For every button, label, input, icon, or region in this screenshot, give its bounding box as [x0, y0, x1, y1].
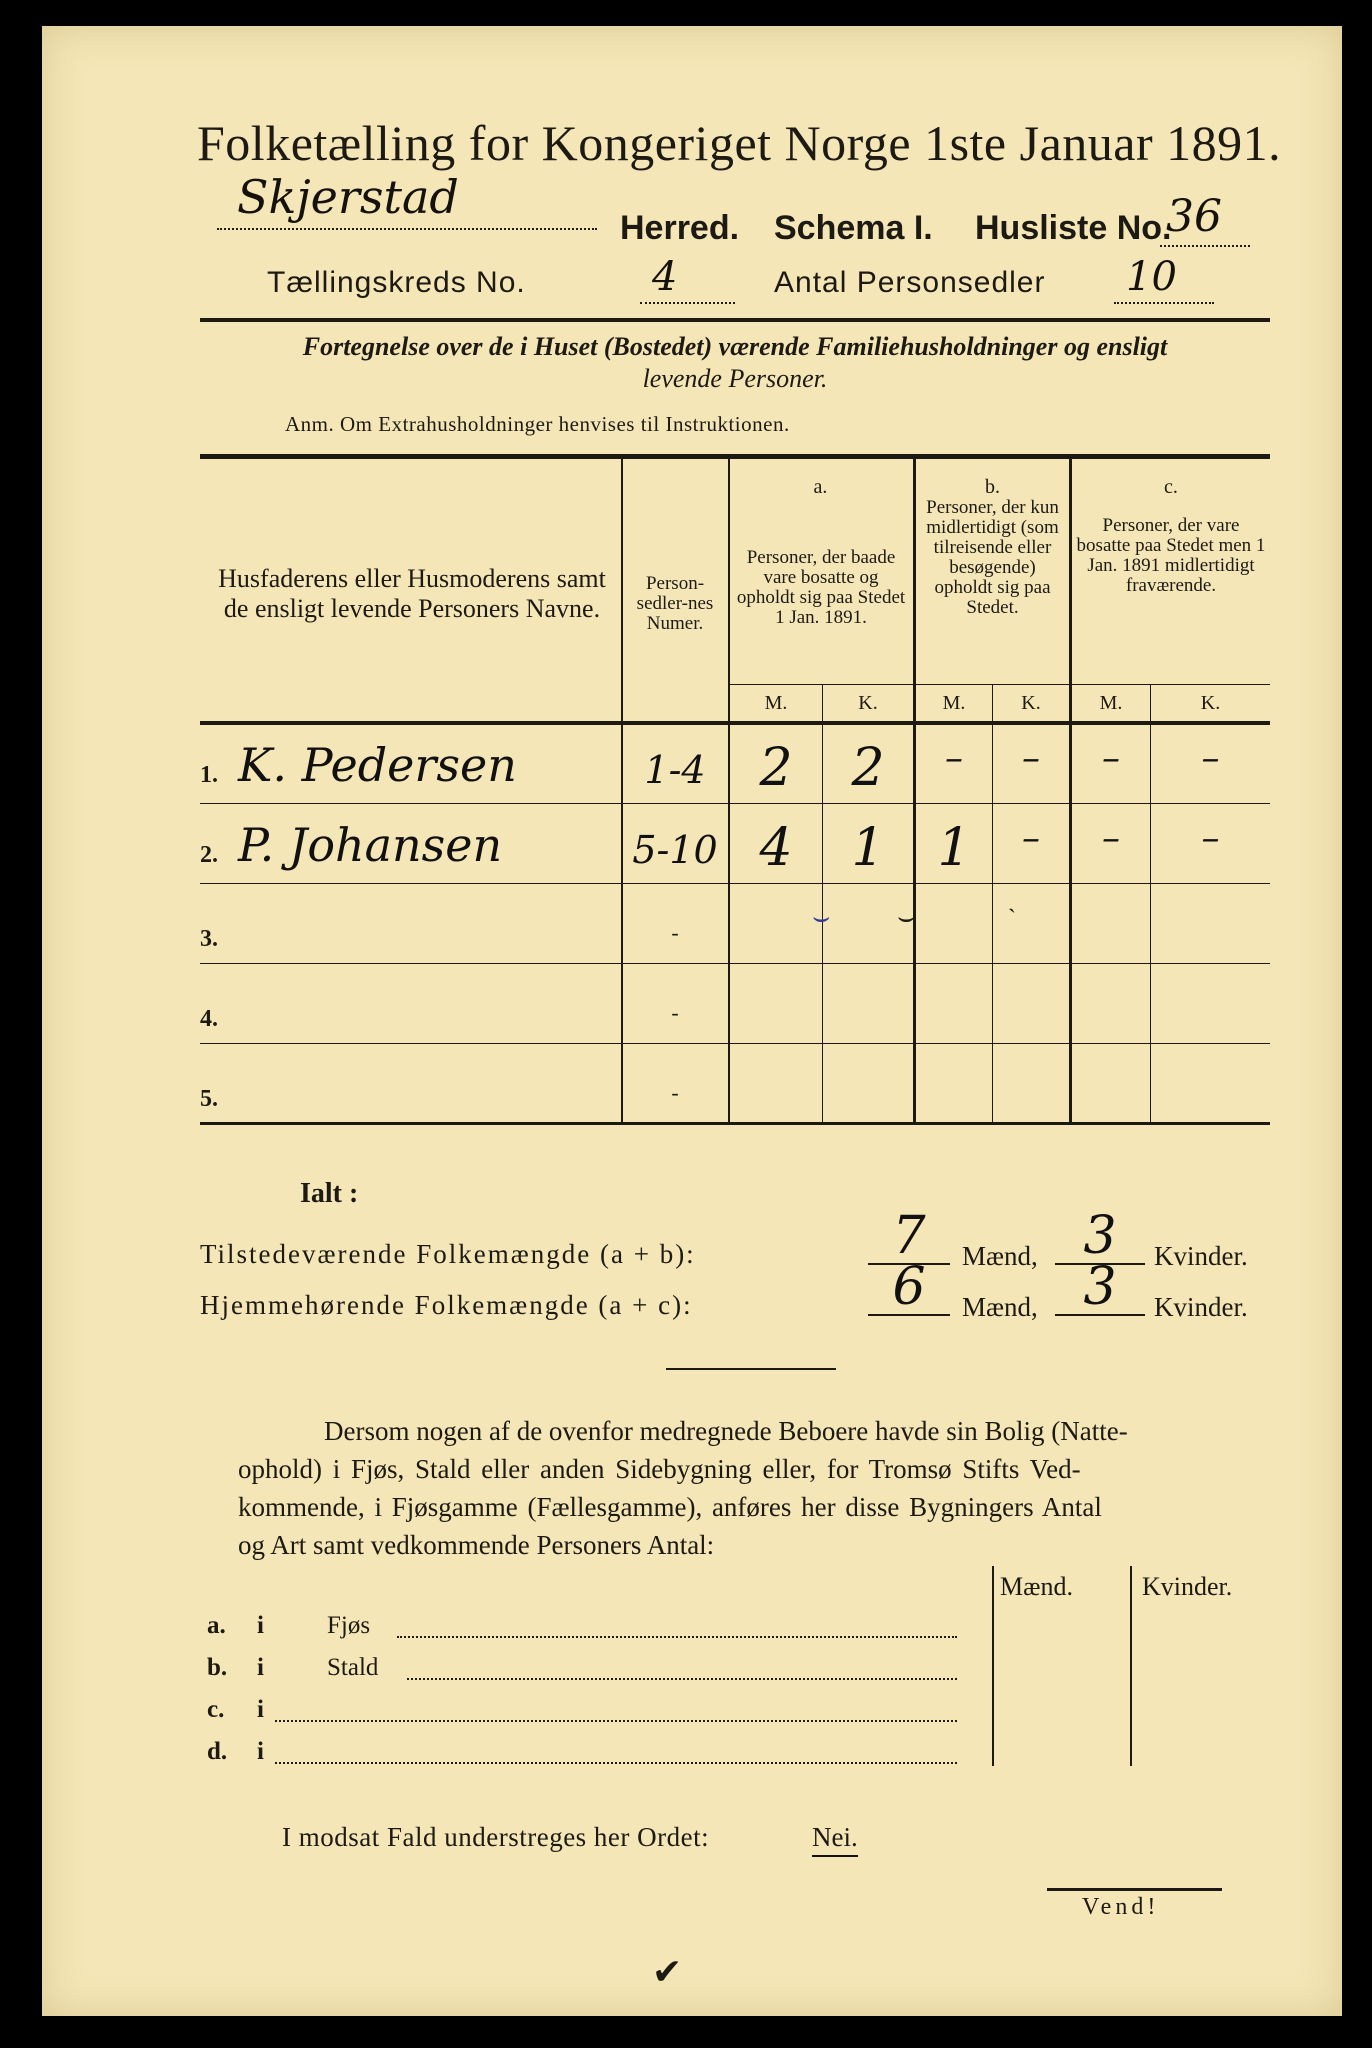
outbuildings-para-4: og Art samt vedkommende Personers Antal:: [238, 1530, 715, 1560]
row-c-letter: c.: [207, 1696, 225, 1723]
ialt-label: Ialt :: [300, 1178, 359, 1209]
outbuilding-row-a: [207, 1612, 987, 1646]
schema-label: Schema I.: [774, 209, 933, 247]
row-5-numer: -: [671, 1080, 679, 1105]
row-d-prep: i: [257, 1738, 264, 1765]
col-a-letter: a.: [813, 476, 828, 498]
row-c-dots: [275, 1714, 957, 1722]
table-header-rule: [200, 721, 1270, 725]
husliste-label: Husliste No.: [975, 209, 1172, 247]
outbuildings-divider-2: [1130, 1566, 1132, 1766]
ink-mark: ✔: [652, 1952, 683, 1992]
intro-anm: Anm. Om Extrahusholdninger henvises til Instruktionen.: [285, 412, 790, 436]
header-rule: [200, 318, 1270, 322]
row-rule-1: [200, 803, 1270, 804]
total-line-1-maend-word: Mænd,: [962, 1241, 1038, 1271]
outbuildings-col-kvinder: Kvinder.: [1142, 1572, 1233, 1601]
nei-word: Nei.: [812, 1822, 858, 1857]
intro-heading-2: levende Personer.: [642, 364, 828, 393]
row-3-tick-b-m: ˋ: [1008, 906, 1016, 932]
row-4-numer: -: [671, 1000, 679, 1025]
total-line-2-maend-word: Mænd,: [962, 1292, 1038, 1322]
outbuilding-row-c: [207, 1696, 987, 1730]
row-4-number: 4.: [200, 1006, 218, 1032]
total-line-2-kvinder-word: Kvinder.: [1154, 1292, 1248, 1322]
form-title: Folketælling for Kongeriget Norge 1ste Januar 1891.: [197, 115, 1282, 171]
antal-label: Antal Personsedler: [774, 266, 1046, 299]
col-divider-1: [621, 459, 623, 1122]
row-b-label: Stald: [327, 1654, 379, 1681]
row-2-number: 2.: [200, 842, 218, 868]
total-line-1-kvinder-word: Kvinder.: [1154, 1241, 1248, 1271]
row-2-name: P. Johansen: [238, 818, 503, 872]
col-header-numer: Person-sedler-nes Numer.: [636, 573, 714, 634]
mk-rule-c: [1072, 684, 1270, 685]
modsat-text: I modsat Fald understreges her Ordet:: [282, 1822, 710, 1852]
row-b-dots: [407, 1672, 957, 1680]
outbuildings-para-3: kommende, i Fjøsgamme (Fællesgamme), anføres her disse Bygningers Antal: [238, 1492, 1102, 1522]
total-line-1-label: Tilstedeværende Folkemængde (a + b):: [200, 1239, 696, 1269]
col-header-c: Personer, der vare bosatte paa Stedet men 1 Jan. 1891 midlertidigt fraværende.: [1076, 515, 1266, 596]
col-header-b: Personer, der kun midlertidigt (som tilreisende eller besøgende) opholdt sig paa Stedet.: [926, 497, 1059, 618]
total-line-2-label: Hjemmehørende Folkemængde (a + c):: [200, 1290, 693, 1320]
section-divider: [666, 1368, 836, 1370]
row-2-b-m: 1: [937, 818, 971, 878]
census-form-page: [42, 26, 1342, 2016]
row-a-letter: a.: [207, 1612, 226, 1639]
total-line-1-maend: 7: [892, 1206, 926, 1266]
col-header-names: Husfaderens eller Husmoderens samt de ensligt levende Personers Navne.: [218, 564, 606, 623]
row-1-number: 1.: [200, 762, 218, 788]
b-m-label: M.: [942, 692, 966, 714]
row-a-label: Fjøs: [327, 1612, 371, 1639]
kreds-number: 4: [652, 254, 678, 300]
row-1-name: K. Pedersen: [238, 738, 517, 792]
total-line-1-kvinder: 3: [1083, 1206, 1117, 1266]
table-bottom-rule: [200, 1122, 1270, 1125]
vend-text: Vend!: [1082, 1894, 1160, 1920]
col-divider-4: [1069, 459, 1072, 1122]
row-a-dots: [397, 1630, 957, 1638]
row-d-letter: d.: [207, 1738, 228, 1765]
row-5-number: 5.: [200, 1086, 218, 1112]
row-b-prep: i: [257, 1654, 264, 1681]
table-top-rule: [200, 454, 1270, 459]
row-2-c-m: –: [1102, 818, 1120, 859]
b-k-label: K.: [1021, 692, 1041, 714]
herred-field: [217, 170, 597, 230]
outbuildings-col-maend: Mænd.: [1000, 1572, 1073, 1601]
husliste-field: [1160, 191, 1250, 247]
col-header-a: Personer, der baade vare bosatte og opholdt sig paa Stedet 1 Jan. 1891.: [736, 547, 906, 628]
a-k-label: K.: [858, 692, 878, 714]
outbuilding-row-d: [207, 1738, 987, 1772]
row-d-dots: [275, 1756, 957, 1764]
row-3-numer: -: [671, 920, 679, 945]
row-rule-2: [200, 883, 1270, 884]
antal-number: 10: [1126, 254, 1177, 300]
row-1-a-m: 2: [759, 738, 793, 798]
row-rule-4: [200, 1043, 1270, 1044]
row-1-a-k: 2: [851, 738, 885, 798]
col-c-letter: c.: [1164, 476, 1178, 498]
outbuildings-para-2: ophold) i Fjøs, Stald eller anden Sidebygning eller, for Tromsø Stifts Ved-: [238, 1454, 1081, 1484]
row-3-tick-a-m: ⌣: [812, 902, 831, 933]
row-1-numer: 1-4: [644, 748, 706, 792]
herred-name: Skjerstad: [237, 170, 459, 224]
husliste-number: 36: [1166, 191, 1222, 242]
outbuildings-divider-1: [992, 1566, 994, 1766]
total-line-2-maend: 6: [892, 1257, 926, 1317]
kreds-label: Tællingskreds No.: [267, 266, 526, 299]
kreds-field: [640, 254, 735, 304]
antal-field: [1114, 254, 1214, 304]
row-2-numer: 5-10: [632, 828, 718, 872]
row-2-a-k: 1: [851, 818, 885, 878]
c-m-label: M.: [1099, 692, 1123, 714]
row-2-c-k: –: [1201, 818, 1220, 859]
row-3-number: 3.: [200, 926, 218, 952]
a-m-label: M.: [764, 692, 788, 714]
c-k-label: K.: [1200, 692, 1221, 714]
col-b-letter: b.: [985, 476, 1000, 498]
row-3-tick-a-k: ⌣: [897, 902, 916, 933]
row-a-prep: i: [257, 1612, 264, 1639]
row-2-a-m: 4: [759, 818, 793, 878]
row-1-b-m: –: [945, 738, 963, 779]
row-rule-3: [200, 963, 1270, 964]
intro-heading-1: Fortegnelse over de i Huset (Bostedet) værende Familiehusholdninger og ensligt: [302, 332, 1168, 361]
row-1-b-k: –: [1022, 738, 1040, 779]
row-1-c-k: –: [1201, 738, 1220, 779]
outbuildings-para-1: Dersom nogen af de ovenfor medregnede Beboere havde sin Bolig (Natte-: [324, 1416, 1128, 1446]
col-divider-3: [913, 459, 916, 1122]
row-2-b-k: –: [1022, 818, 1040, 859]
outbuilding-row-b: [207, 1654, 987, 1688]
total-line-2-kvinder: 3: [1083, 1257, 1117, 1317]
row-c-prep: i: [257, 1696, 264, 1723]
row-b-letter: b.: [207, 1654, 228, 1681]
herred-label: Herred.: [620, 209, 740, 247]
vend-rule: [1047, 1888, 1222, 1891]
row-1-c-m: –: [1102, 738, 1120, 779]
